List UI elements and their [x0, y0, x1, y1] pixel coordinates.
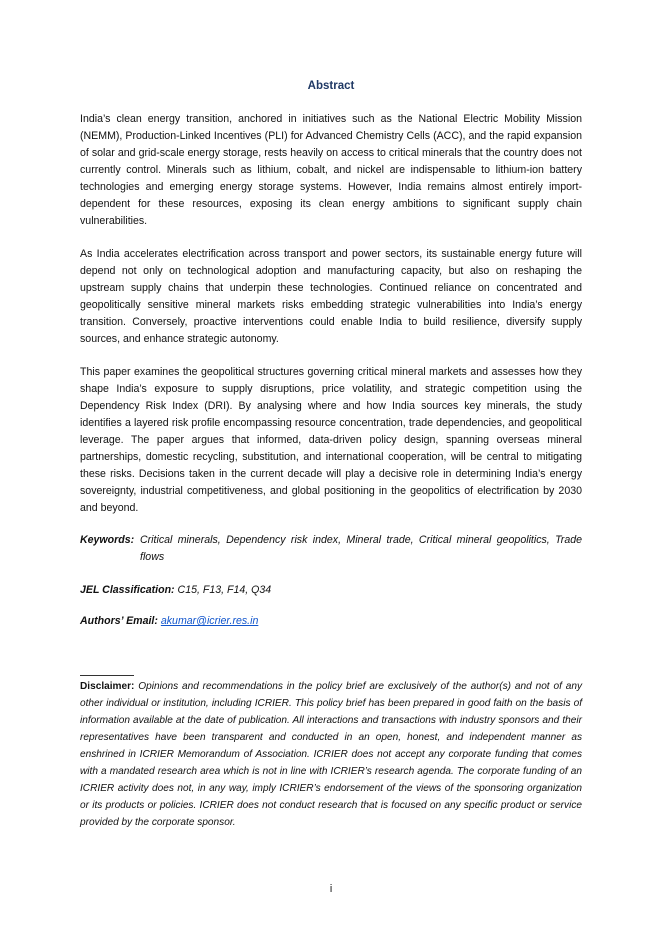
email-label: Authors’ Email:	[80, 615, 158, 627]
disclaimer-text: Opinions and recommendations in the policy brief are exclusively of the author(s) and not of any other individual or institution, including ICRIER. This policy brief has been prepared in good faith on the basis of information available at the date of publication. All interactions and transactions with industry sponsors and their representatives have been transparent and conducted in an open, honest, and independent manner as enshrined in ICRIER Memorandum of Association. ICRIER does not accept any corporate funding that comes with a mandated research area which is not in line with ICRIER’s research agenda. The corporate funding of an ICRIER activity does not, in any way, imply ICRIER’s endorsement of the views of the sponsoring organization or its products or policies. ICRIER does not conduct research that is focused on any specific product or service provided by the corporate sponsor.	[80, 681, 582, 828]
disclaimer	[80, 678, 582, 831]
keywords-label: Keywords:	[80, 534, 135, 546]
keywords-section	[80, 532, 582, 566]
jel-classification	[80, 582, 271, 599]
abstract-title: Abstract	[307, 80, 355, 92]
email-link[interactable]: akumar@icrier.res.in	[160, 615, 259, 627]
abstract-paragraph-1: India’s clean energy transition, anchored in initiatives such as the National Electric Mobility Mission (NEMM), Production-Linked Incentives (PLI) for Advanced Chemistry Cells (ACC), and the rapid expansion of solar and grid-scale energy storage, rests heavily on access to critical minerals that the country does not currently control. Minerals such as lithium, cobalt, and nickel are indispensable to lithium-ion battery technologies and emerging energy storage systems. However, India remains almost entirely import-dependent for these resources, exposing its clean energy ambitions to significant supply chain vulnerabilities.	[80, 113, 582, 227]
page-number: i	[329, 883, 333, 895]
jel-label: JEL Classification:	[80, 584, 175, 596]
disclaimer-label: Disclaimer:	[80, 681, 135, 692]
footnote-divider	[80, 675, 134, 676]
authors-email	[80, 613, 258, 630]
keywords-value: Critical minerals, Dependency risk index, Mineral trade, Critical mineral geopolitics, Trade flows	[140, 534, 582, 563]
abstract-paragraph-3: This paper examines the geopolitical structures governing critical mineral markets and assesses how they shape India’s exposure to supply disruptions, price volatility, and strategic competition using the Dependency Risk Index (DRI). By analysing where and how India sources key minerals, the study identifies a layered risk profile encompassing resource concentration, trade dependencies, and geopolitical leverage. The paper argues that informed, data-driven policy design, spanning overseas mineral partnerships, domestic recycling, substitution, and international cooperation, will be central to mitigating these risks. Decisions taken in the current decade will play a decisive role in determining India’s energy sovereignty, industrial competitiveness, and global positioning in the geopolitics of electrification by 2030 and beyond.	[80, 366, 582, 514]
jel-value: C15, F13, F14, Q34	[177, 584, 272, 596]
abstract-paragraph-2: As India accelerates electrification across transport and power sectors, its sustainable energy future will depend not only on technological adoption and manufacturing capacity, but also on reshaping the upstream supply chains that underpin these technologies. Continued reliance on concentrated and geopolitically sensitive mineral markets risks embedding strategic vulnerabilities into India’s energy transition. Conversely, proactive interventions could enable India to build resilience, diversify supply sources, and enhance strategic autonomy.	[80, 248, 582, 345]
